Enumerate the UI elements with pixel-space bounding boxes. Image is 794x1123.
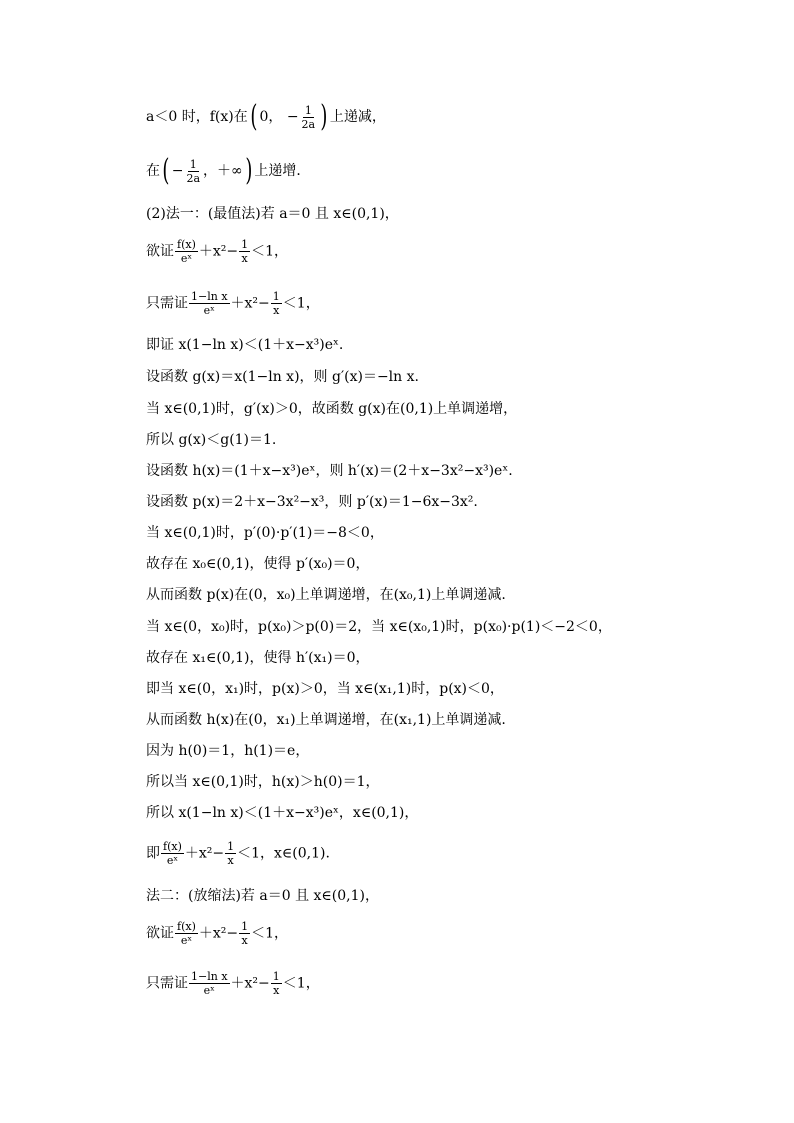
- sufficient-prefix: 只需证: [146, 975, 188, 992]
- fraction-numerator: 1: [241, 238, 249, 251]
- monotonic-decrease-line: [146, 99, 386, 134]
- fraction: [300, 104, 318, 131]
- fraction-denominator: x: [241, 252, 248, 265]
- fraction-numerator: f(x): [163, 840, 182, 853]
- fraction: [225, 840, 236, 867]
- proof-line: 当 x∈(0,1)时，p′(0)·p′(1)＝−8＜0，: [146, 525, 384, 541]
- fraction-denominator: 2a: [186, 171, 201, 185]
- goal-suffix: ＜1，: [251, 925, 289, 942]
- sufficient-prefix: 只需证: [146, 295, 188, 312]
- minus-sign: −: [286, 109, 299, 125]
- method1-sufficient-line: [146, 290, 320, 317]
- conclusion-middle: ＋x²−: [184, 845, 225, 862]
- proof-line: 设函数 g(x)＝x(1−ln x)，则 g′(x)＝−ln x.: [146, 369, 419, 385]
- fraction-denominator: eˣ: [180, 252, 193, 265]
- proof-line: 从而函数 h(x)在(0，x₁)上单调递增，在(x₁,1)上单调递减.: [146, 712, 506, 728]
- goal-prefix: 欲证: [146, 243, 174, 260]
- proof-line: 即当 x∈(0，x₁)时，p(x)＞0，当 x∈(x₁,1)时，p(x)＜0，: [146, 681, 504, 697]
- fraction-denominator: x: [227, 854, 234, 867]
- minus-sign: −: [171, 163, 184, 179]
- fraction-denominator: eˣ: [203, 984, 215, 997]
- fraction-denominator: eˣ: [166, 854, 179, 867]
- fraction-numerator: 1: [304, 103, 312, 117]
- left-paren: (: [250, 99, 258, 134]
- proof-line: 所以 x(1−ln x)＜(1＋x−x³)eˣ，x∈(0,1)，: [146, 805, 419, 821]
- fraction: [271, 970, 282, 997]
- right-paren: ): [320, 99, 328, 134]
- proof-line: 设函数 h(x)＝(1＋x−x³)eˣ，则 h′(x)＝(2＋x−3x²−x³)eˣ.: [146, 463, 513, 479]
- proof-line: 故存在 x₁∈(0,1)，使得 h′(x₁)＝0，: [146, 650, 370, 666]
- fraction-numerator: 1: [272, 290, 280, 303]
- method2-goal-line: [146, 920, 288, 947]
- fraction-denominator: x: [241, 934, 248, 947]
- proof-line: 所以当 x∈(0,1)时，h(x)＞h(0)＝1，: [146, 774, 380, 790]
- fraction-numerator: 1−ln x: [191, 970, 228, 983]
- goal-middle: ＋x²−: [198, 925, 239, 942]
- left-paren: (: [162, 153, 170, 188]
- proof-line: 当 x∈(0,1)时，g′(x)＞0，故函数 g(x)在(0,1)上单调递增，: [146, 401, 518, 417]
- conclusion-prefix: 即: [146, 845, 160, 862]
- fraction: [239, 238, 250, 265]
- method2-sufficient-line: [146, 970, 320, 997]
- decrease-text: 上递减，: [329, 109, 386, 125]
- proof-line: 即证 x(1−ln x)＜(1＋x−x³)eˣ.: [146, 337, 344, 353]
- proof-line: 设函数 p(x)＝2＋x−3x²−x³，则 p′(x)＝1−6x−3x².: [146, 494, 478, 510]
- fraction: [175, 238, 198, 265]
- fraction: [184, 158, 202, 185]
- in-text: 在: [146, 163, 160, 179]
- increase-text: 上递增．: [254, 163, 311, 179]
- goal-prefix: 欲证: [146, 925, 174, 942]
- fraction-numerator: f(x): [177, 238, 196, 251]
- fraction-numerator: 1: [189, 157, 197, 171]
- fraction-denominator: x: [273, 984, 280, 997]
- fraction-numerator: f(x): [177, 920, 196, 933]
- fraction: [239, 920, 250, 947]
- fraction: [161, 840, 184, 867]
- fraction-denominator: x: [273, 304, 280, 317]
- sufficient-middle: ＋x²−: [230, 295, 270, 312]
- fraction: [189, 290, 230, 317]
- interval-start: 0，: [259, 109, 283, 125]
- fraction: [271, 290, 282, 317]
- proof-line: 从而函数 p(x)在(0，x₀)上单调递增，在(x₀,1)上单调递减.: [146, 587, 506, 603]
- sufficient-middle: ＋x²−: [230, 975, 270, 992]
- interval-end: ，＋∞: [203, 163, 243, 179]
- fraction-denominator: eˣ: [180, 934, 193, 947]
- case-text: a＜0 时，f(x)在: [146, 109, 248, 125]
- goal-suffix: ＜1，: [251, 243, 289, 260]
- fraction-numerator: 1: [241, 920, 249, 933]
- fraction-numerator: 1: [272, 970, 280, 983]
- proof-line: 当 x∈(0，x₀)时，p(x₀)＞p(0)＝2，当 x∈(x₀,1)时，p(x₀)·p(1)＜−2＜0，: [146, 619, 612, 635]
- method1-goal-line: [146, 238, 288, 265]
- goal-middle: ＋x²−: [198, 243, 239, 260]
- method1-header: (2)法一：(最值法)若 a＝0 且 x∈(0,1)，: [146, 206, 399, 222]
- fraction-denominator: 2a: [301, 117, 316, 131]
- proof-line: 因为 h(0)＝1，h(1)＝e，: [146, 743, 310, 759]
- proof-line: 故存在 x₀∈(0,1)，使得 p′(x₀)＝0，: [146, 556, 370, 572]
- right-paren: ): [245, 153, 253, 188]
- fraction-numerator: 1−ln x: [191, 290, 228, 303]
- fraction: [189, 970, 230, 997]
- method1-conclusion-line: [146, 840, 330, 867]
- proof-line: 所以 g(x)＜g(1)＝1.: [146, 432, 277, 448]
- conclusion-suffix: ＜1，x∈(0,1).: [237, 845, 330, 862]
- monotonic-increase-line: [146, 153, 311, 188]
- fraction-denominator: eˣ: [203, 304, 215, 317]
- sufficient-suffix: ＜1，: [282, 975, 320, 992]
- sufficient-suffix: ＜1，: [282, 295, 320, 312]
- fraction: [175, 920, 198, 947]
- fraction-numerator: 1: [227, 840, 235, 853]
- method2-header: 法二：(放缩法)若 a＝0 且 x∈(0,1)，: [146, 888, 379, 904]
